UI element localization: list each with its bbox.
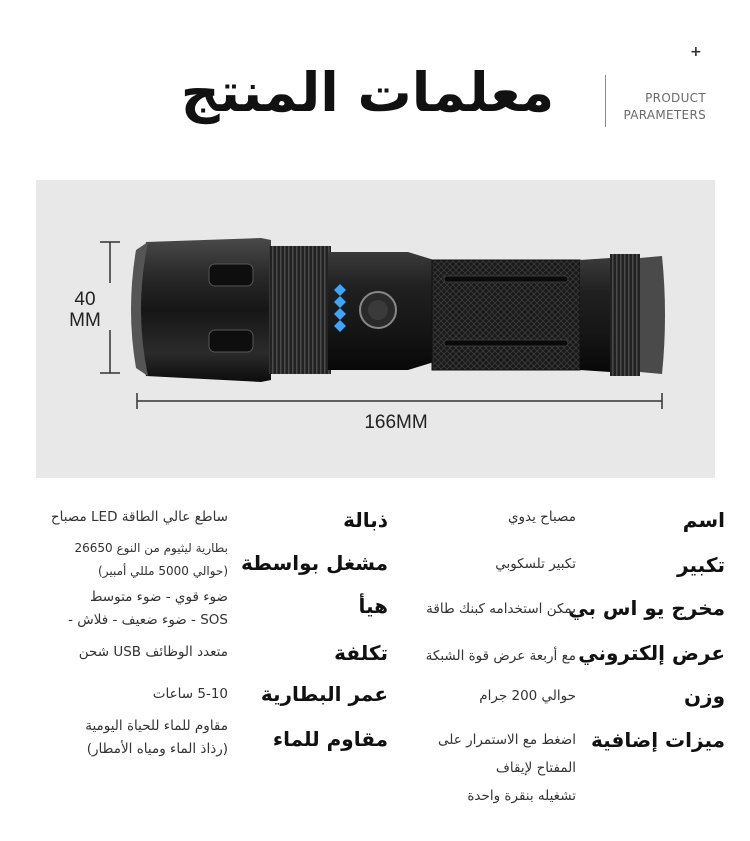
spec-label-modes: هيأ	[358, 594, 388, 618]
flashlight-head	[139, 238, 271, 382]
spec-value-name: مصباح يدوي	[507, 509, 576, 525]
powered-by-line-2: (حوالي 5000 مللي أمبير)	[98, 564, 228, 578]
extra-features-line-3: تشغيله بنقرة واحدة	[467, 788, 576, 804]
product-photo-panel	[36, 180, 715, 478]
modes-line-1: ضوء قوي - ضوء متوسط	[89, 589, 228, 605]
spec-label-charging: تكلفة	[334, 641, 388, 665]
tail-ring	[610, 254, 640, 376]
height-value: 40	[74, 289, 96, 310]
extra-features-line-1: اضغط مع الاستمرار على	[438, 732, 576, 748]
waterproof-line-2: (رذاذ الماء ومياه الأمطار)	[86, 741, 228, 757]
spec-label-zoom: تكبير	[677, 553, 725, 577]
plus-icon: +	[690, 44, 702, 60]
spec-label-wick: ذبالة	[343, 508, 388, 532]
tail-cap	[640, 256, 665, 374]
height-unit: MM	[69, 310, 101, 331]
height-dimension-label	[66, 289, 104, 331]
head-vent-bottom	[209, 330, 253, 352]
spec-label-weight: وزن	[683, 684, 725, 708]
page-title: معلمات المنتج	[180, 61, 555, 124]
subtitle-line-2: PARAMETERS	[623, 108, 706, 122]
spec-value-modes	[68, 586, 228, 632]
spec-label-battery-life: عمر البطارية	[260, 682, 388, 706]
head-vent-top	[209, 264, 253, 286]
spec-value-charging: متعدد الوظائف USB شحن	[78, 644, 228, 660]
spec-value-powered-by	[74, 537, 228, 583]
header-subtitle	[612, 90, 706, 124]
spec-value-wick: ساطع عالي الطاقة LED مصباح	[50, 509, 228, 525]
powered-by-line-1: بطارية ليثيوم من النوع 26650	[74, 541, 228, 555]
spec-value-waterproof	[85, 715, 228, 761]
flashlight-tail	[580, 258, 610, 372]
spec-value-display: مع أربعة عرض قوة الشبكة	[425, 648, 576, 664]
spec-label-usb-output: مخرج يو اس بي	[568, 596, 725, 620]
spec-value-usb-output: يمكن استخدامه كبنك طاقة	[426, 601, 576, 617]
waterproof-line-1: مقاوم للماء للحياة اليومية	[85, 718, 228, 734]
flashlight-collar	[269, 246, 331, 374]
spec-value-zoom: تكبير تلسكوبي	[495, 556, 576, 572]
spec-label-display: عرض إلكتروني	[578, 641, 725, 665]
spec-label-waterproof: مقاوم للماء	[272, 727, 388, 751]
spec-label-extra-features: ميزات إضافية	[591, 728, 725, 752]
spec-label-name: اسم	[682, 508, 725, 532]
spec-label-powered-by: مشغل بواسطة	[240, 551, 388, 575]
spec-value-weight: حوالي 200 جرام	[479, 688, 576, 704]
length-dimension-label: 166MM	[364, 412, 428, 433]
extra-features-line-2: المفتاح لإيقاف	[495, 760, 576, 776]
spec-value-battery-life: 5-10 ساعات	[152, 686, 228, 702]
modes-line-2: SOS - ضوء ضعيف - فلاش -	[68, 612, 228, 628]
subtitle-line-1: PRODUCT	[645, 91, 706, 105]
header-divider	[605, 75, 606, 127]
spec-value-extra-features	[438, 729, 576, 808]
